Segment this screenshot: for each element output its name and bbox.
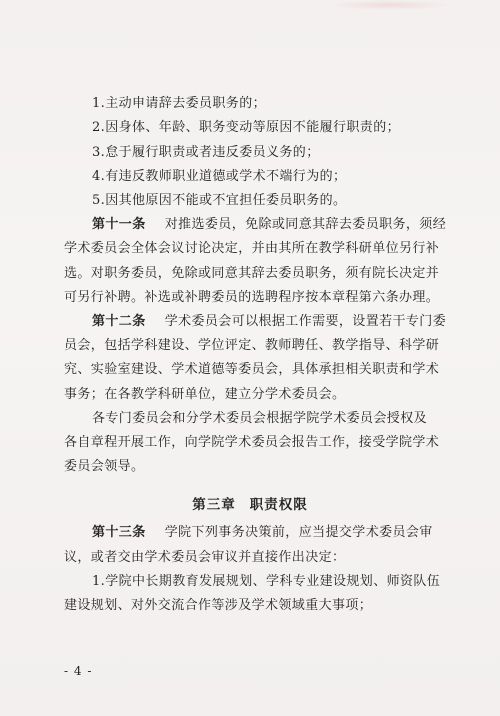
list-item-4: 4.有违反教师职业道德或学术不端行为的； (92, 169, 347, 184)
article-12-text-2: 员会，包括学科建设、学位评定、教师聘任、教学指导、科学研 (64, 338, 440, 353)
chapter-number: 第三章 (192, 497, 236, 513)
article-12-label: 第十二条 (92, 314, 146, 329)
article-12-text-4: 事务；在各教学科研单位，建立分学术委员会。 (64, 387, 346, 402)
article-12-text-1: 学术委员会可以根据工作需要，设置若干专门委 (164, 314, 447, 329)
committees-text-3: 委员会领导。 (64, 459, 145, 474)
article-13-item-1-line-1: 1.学院中长期教育发展规划、学科专业建设规划、师资队伍 (92, 574, 441, 589)
paper-stain (330, 0, 450, 10)
article-11-text-4: 可另行补聘。补选或补聘委员的选聘程序按本章程第六条办理。 (64, 290, 440, 305)
article-11-text-2: 学术委员会全体会议讨论决定，并由其所在教学科研单位另行补 (64, 241, 440, 256)
list-item-5: 5.因其他原因不能或不宜担任委员职务的。 (92, 193, 347, 208)
article-12-text-3: 究、实验室建设、学术道德等委员会，具体承担相关职责和学术 (64, 362, 440, 377)
page-number: - 4 - (64, 664, 93, 678)
committees-text-1: 各专门委员会和分学术委员会根据学院学术委员会授权及 (92, 411, 428, 426)
article-13-label: 第十三条 (92, 525, 146, 540)
chapter-title: 职责权限 (249, 497, 308, 513)
article-13-text-1: 学院下列事务决策前，应当提交学术委员会审 (164, 525, 433, 540)
article-11-text-3: 选。对职务委员，免除或同意其辞去委员职务，须有院长决定并 (64, 266, 440, 281)
committees-text-2: 各自章程开展工作，向学院学术委员会报告工作，接受学院学术 (64, 435, 440, 450)
list-item-1: 1.主动申请辞去委员职务的； (92, 96, 267, 111)
article-11-first-line (92, 213, 447, 237)
article-13-first-line (92, 521, 433, 545)
article-11-text-1: 对推选委员，免除或同意其辞去委员职务，须经 (164, 217, 447, 232)
article-13-item-1-line-2: 建设规划、对外交流合作等涉及学术领域重大事项； (64, 598, 373, 613)
list-item-3: 3.怠于履行职责或者违反委员义务的； (92, 145, 320, 160)
article-12-first-line (92, 310, 447, 334)
article-11-label: 第十一条 (92, 217, 146, 232)
list-item-2: 2.因身体、年龄、职务变动等原因不能履行职责的； (92, 120, 401, 135)
article-13-text-2: 议，或者交由学术委员会审议并直接作出决定： (64, 550, 346, 565)
chapter-heading (0, 493, 500, 513)
